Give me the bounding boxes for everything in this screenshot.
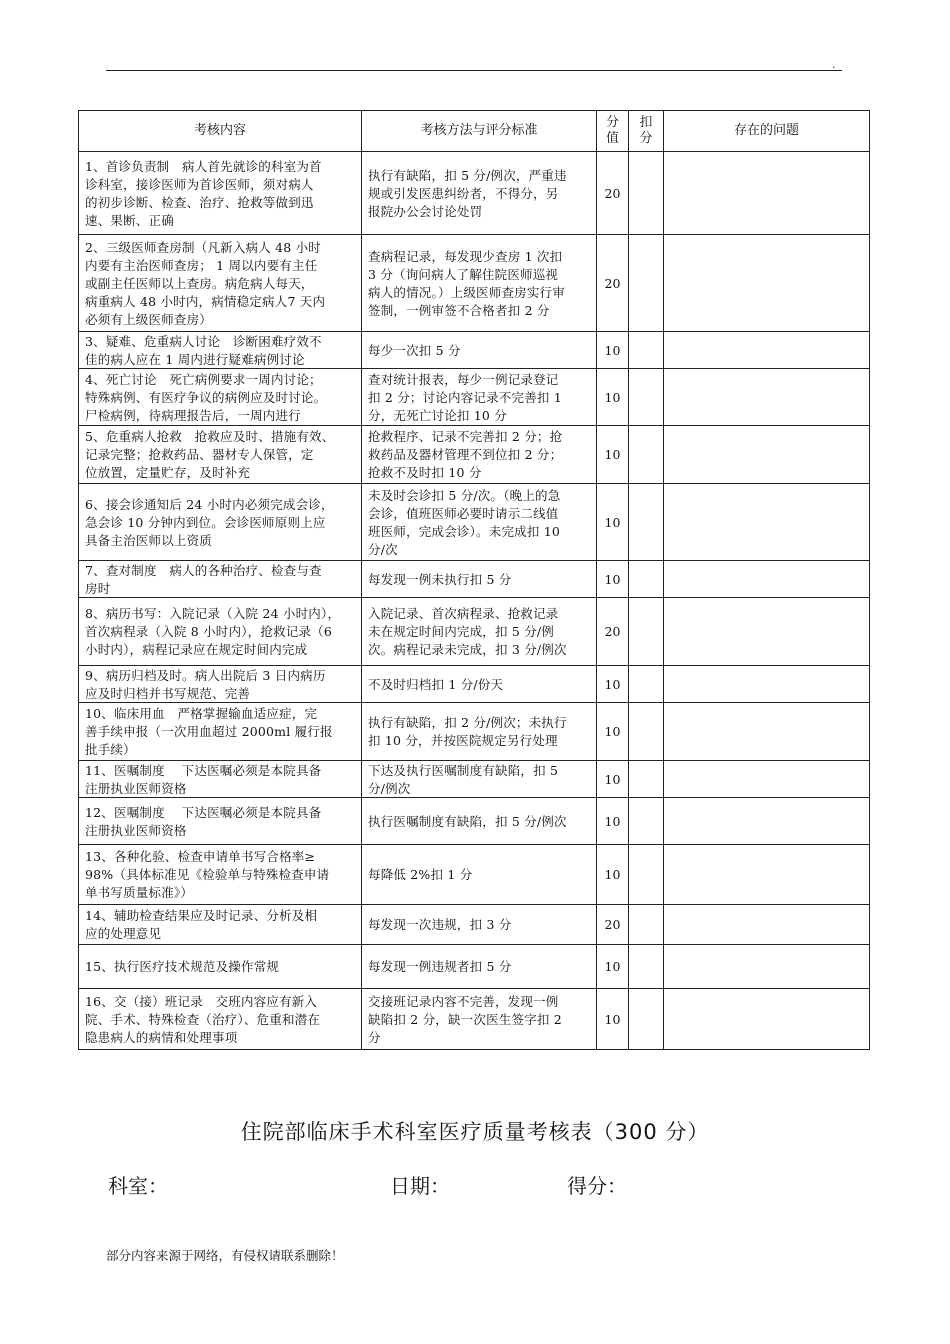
deduct-cell (629, 703, 664, 761)
score-label: 得分： (567, 1174, 627, 1198)
issues-cell-text (664, 924, 869, 925)
issues-cell-text (664, 966, 869, 967)
issues-cell (664, 945, 870, 989)
method-cell-text: 执行医嘱制度有缺陷，扣 5 分/例次 (368, 813, 567, 829)
table-row (79, 561, 870, 598)
issues-cell-text (664, 283, 869, 284)
method-cell (362, 235, 597, 332)
issues-cell (664, 332, 870, 369)
issues-cell-text (664, 1019, 869, 1020)
score-cell (597, 598, 629, 666)
content-cell (79, 798, 362, 845)
method-cell (362, 905, 597, 945)
content-cell-text: 7、查对制度 病人的各种治疗、检查与查 房时 (85, 563, 322, 596)
content-cell-text: 16、交（接）班记录 交班内容应有新入 院、手术、特殊检查（治疗）、危重和潜在 隐患病人的病情和处理事项 (85, 993, 321, 1045)
deduct-cell (629, 235, 664, 332)
content-cell-text: 5、危重病人抢救 抢救应及时、措施有效、 记录完整；抢救药品、器材专人保管，定 位放置，定量贮存，及时补充 (85, 429, 335, 480)
content-cell-text: 8、病历书写：入院记录（入院 24 小时内）， 首次病程录（入院 8 小时内），抢救记录（6 小时内），病程记录应在规定时间内完成 (85, 606, 341, 657)
deduct-cell (629, 332, 664, 369)
issues-cell (664, 845, 870, 905)
issues-cell (664, 235, 870, 332)
content-cell (79, 426, 362, 484)
content-cell (79, 845, 362, 905)
score-cell-text: 10 (604, 771, 621, 787)
score-cell-text: 20 (604, 917, 621, 932)
header-mark: . (832, 58, 836, 71)
score-cell (597, 152, 629, 235)
method-cell (362, 152, 597, 235)
method-cell (362, 666, 597, 703)
content-cell-text: 10、临床用血 严格掌握输血适应症，完 善手续申报（一次用血超过 2000ml 履行报 批手续） (85, 706, 333, 757)
content-cell (79, 152, 362, 235)
deduct-cell (629, 905, 664, 945)
score-cell-text: 20 (604, 185, 621, 201)
score-cell-text: 10 (604, 389, 621, 405)
content-cell-text: 12、医嘱制度 下达医嘱必须是本院具备 注册执业医师资格 (85, 804, 322, 838)
score-cell (597, 426, 629, 484)
table-row (79, 989, 870, 1050)
content-cell (79, 905, 362, 945)
deduct-cell (629, 989, 664, 1050)
header-rule (106, 70, 842, 71)
method-cell-text: 抢救程序、记录不完善扣 2 分；抢 救药品及器材管理不到位扣 2 分； 抢救不及时扣 10 分 (368, 429, 563, 480)
score-cell-text: 20 (604, 275, 621, 291)
score-cell-text: 10 (604, 724, 621, 739)
deduct-cell (629, 598, 664, 666)
table-row (79, 235, 870, 332)
score-cell-text: 10 (604, 571, 621, 587)
score-cell-text: 10 (604, 514, 621, 530)
issues-cell-text (664, 631, 869, 632)
issues-cell-text (664, 193, 869, 194)
method-cell (362, 561, 597, 598)
content-cell (79, 598, 362, 666)
table-row (79, 945, 870, 989)
table-row (79, 332, 870, 369)
content-cell (79, 369, 362, 426)
issues-cell-text (664, 397, 869, 398)
method-cell (362, 845, 597, 905)
issues-cell (664, 989, 870, 1050)
issues-cell-text (664, 779, 869, 780)
method-cell-text: 每发现一例违规者扣 5 分 (368, 959, 512, 974)
method-cell-text: 执行有缺陷，扣 2 分/例次；未执行 扣 10 分，并按医院规定另行处理 (368, 715, 567, 748)
score-cell (597, 761, 629, 798)
table-row (79, 761, 870, 798)
table-row (79, 598, 870, 666)
deduct-cell (629, 152, 664, 235)
method-cell (362, 332, 597, 369)
table-row (79, 484, 870, 561)
score-cell-text: 10 (604, 1011, 621, 1027)
issues-cell (664, 369, 870, 426)
deduct-cell (629, 666, 664, 703)
issues-cell (664, 561, 870, 598)
column-header-score: 分 值 (597, 111, 629, 152)
content-cell-text: 6、接会诊通知后 24 小时内必须完成会诊， 急会诊 10 分钟内到位。会诊医师原则上应 具备主治医师以上资质 (85, 496, 334, 548)
table-row (79, 798, 870, 845)
score-cell (597, 332, 629, 369)
method-cell-text: 下达及执行医嘱制度有缺陷，扣 5 分/例次 (368, 763, 559, 796)
department-label: 科室： (108, 1174, 168, 1198)
score-cell (597, 484, 629, 561)
deduct-cell (629, 945, 664, 989)
method-cell-text: 每少一次扣 5 分 (368, 342, 461, 358)
form-title: 住院部临床手术科室医疗质量考核表（300 分） (240, 1120, 710, 1144)
content-cell (79, 945, 362, 989)
issues-cell-text (664, 684, 869, 685)
issues-cell (664, 798, 870, 845)
deduct-cell (629, 798, 664, 845)
method-cell-text: 不及时归档扣 1 分/份天 (368, 676, 504, 692)
score-cell (597, 989, 629, 1050)
issues-cell-text (664, 454, 869, 455)
score-cell (597, 666, 629, 703)
issues-cell-text (664, 522, 869, 523)
method-cell-text: 交接班记录内容不完善，发现一例 缺陷扣 2 分，缺一次医生签字扣 2 分 (368, 993, 562, 1045)
score-cell-text: 10 (604, 813, 621, 829)
issues-cell (664, 761, 870, 798)
content-cell (79, 989, 362, 1050)
score-cell (597, 369, 629, 426)
issues-cell (664, 426, 870, 484)
column-header-content: 考核内容 (79, 111, 362, 152)
content-cell-text: 4、死亡讨论 死亡病例要求一周内讨论； 特殊病例、有医疗争议的病例应及时讨论。 尸检病例，待病理报告后，一周内进行 (85, 371, 327, 423)
footer-note: 部分内容来源于网络，有侵权请联系删除！ (106, 1248, 344, 1263)
method-cell (362, 761, 597, 798)
table-header-row (79, 111, 870, 152)
table-row (79, 703, 870, 761)
table-row (79, 369, 870, 426)
table-row (79, 845, 870, 905)
content-cell (79, 484, 362, 561)
content-cell-text: 3、疑难、危重病人讨论 诊断困难疗效不 佳的病人应在 1 周内进行疑难病例讨论 (85, 334, 322, 367)
method-cell (362, 945, 597, 989)
content-cell (79, 761, 362, 798)
method-cell-text: 每降低 2%扣 1 分 (368, 867, 473, 882)
column-header-method: 考核方法与评分标准 (362, 111, 597, 152)
issues-cell (664, 598, 870, 666)
method-cell-text: 执行有缺陷，扣 5 分/例次，严重违 规或引发医患纠纷者，不得分，另 报院办公会讨论处罚 (368, 167, 567, 219)
table-row (79, 426, 870, 484)
score-cell (597, 905, 629, 945)
score-cell-text: 10 (604, 447, 621, 462)
issues-cell (664, 703, 870, 761)
content-cell-text: 1、首诊负责制 病人首先就诊的科室为首 诊科室，接诊医师为首诊医师，须对病人 的初步诊断、检查、治疗、抢救等做到迅 速、果断、正确 (85, 158, 322, 228)
content-cell (79, 235, 362, 332)
content-cell-text: 2、三级医师查房制（凡新入病人 48 小时 内要有主治医师查房； 1 周以内要有主任 或副主任医师以上查房。病危病人每天， 病重病人 48 小时内，病情稳定病人7 天内 必须有上级医师查房） (85, 239, 326, 327)
issues-cell (664, 152, 870, 235)
method-cell (362, 989, 597, 1050)
table-row (79, 666, 870, 703)
method-cell-text: 入院记录、首次病程录、抢救记录 未在规定时间内完成，扣 5 分/例 次。病程记录未完成，扣 3 分/例次 (368, 606, 567, 657)
content-cell (79, 703, 362, 761)
method-cell (362, 484, 597, 561)
content-cell (79, 561, 362, 598)
score-cell-text: 10 (604, 342, 621, 358)
score-cell (597, 945, 629, 989)
content-cell-text: 15、执行医疗技术规范及操作常规 (85, 959, 280, 974)
method-cell-text: 每发现一例未执行扣 5 分 (368, 571, 512, 587)
score-cell (597, 703, 629, 761)
issues-cell-text (664, 579, 869, 580)
issues-cell (664, 666, 870, 703)
method-cell-text: 每发现一次违规，扣 3 分 (368, 917, 512, 932)
issues-cell-text (664, 350, 869, 351)
score-cell-text: 10 (604, 959, 621, 974)
score-cell (597, 798, 629, 845)
issues-cell-text (664, 821, 869, 822)
deduct-cell (629, 426, 664, 484)
score-cell (597, 561, 629, 598)
score-cell (597, 845, 629, 905)
method-cell (362, 703, 597, 761)
issues-cell (664, 484, 870, 561)
method-cell-text: 查病程记录，每发现少查房 1 次扣 3 分（询问病人了解住院医师巡视 病人的情况。）上级医师查房实行审 签制，一例审签不合格者扣 2 分 (368, 248, 565, 318)
issues-cell-text (664, 874, 869, 875)
content-cell-text: 13、各种化验、检查申请单书写合格率≥ 98%（具体标准见《检验单与特殊检查申请 单书写质量标准》） (85, 849, 330, 900)
deduct-cell (629, 561, 664, 598)
score-cell-text: 20 (604, 624, 621, 639)
content-cell-text: 11、医嘱制度 下达医嘱必须是本院具备 注册执业医师资格 (85, 763, 322, 796)
deduct-cell (629, 761, 664, 798)
content-cell (79, 332, 362, 369)
method-cell (362, 798, 597, 845)
score-cell (597, 235, 629, 332)
column-header-deduct: 扣 分 (629, 111, 664, 152)
table-row (79, 152, 870, 235)
content-cell-text: 14、辅助检查结果应及时记录、分析及相 应的处理意见 (85, 908, 318, 941)
method-cell (362, 598, 597, 666)
method-cell-text: 查对统计报表，每少一例记录登记 扣 2 分；讨论内容记录不完善扣 1 分，无死亡讨论扣 10 分 (368, 371, 562, 423)
content-cell-text: 9、病历归档及时。病人出院后 3 日内病历 应及时归档并书写规范、完善 (85, 668, 326, 701)
method-cell (362, 369, 597, 426)
table-row (79, 905, 870, 945)
issues-cell-text (664, 731, 869, 732)
method-cell-text: 未及时会诊扣 5 分/次。（晚上的急 会诊，值班医师必要时请示二线值 班医师，完成会诊）。未完成扣 10 分/次 (368, 487, 561, 557)
score-cell-text: 10 (604, 676, 621, 692)
column-header-issues: 存在的问题 (664, 111, 870, 152)
deduct-cell (629, 484, 664, 561)
assessment-table (78, 110, 870, 1050)
method-cell (362, 426, 597, 484)
deduct-cell (629, 369, 664, 426)
issues-cell (664, 905, 870, 945)
score-cell-text: 10 (604, 867, 621, 882)
date-label: 日期： (390, 1174, 450, 1198)
content-cell (79, 666, 362, 703)
deduct-cell (629, 845, 664, 905)
